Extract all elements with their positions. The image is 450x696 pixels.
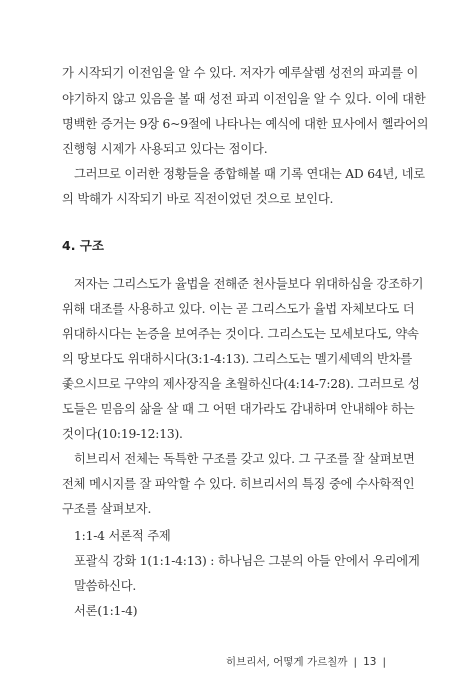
body-text-line: 위대하시다는 논증을 보여주는 것이다. 그리스도는 모세보다도, 약속 [62, 327, 419, 341]
footer-divider: | [382, 656, 386, 668]
body-text-line: 그러므로 이러한 정황들을 종합해볼 때 기록 연대는 AD 64년, 네로 [74, 167, 425, 181]
outline-item: 서론(1:1-4) [74, 604, 138, 618]
outline-item-continuation: 말씀하신다. [74, 579, 137, 593]
body-text-line: 것이다(10:19-12:13). [62, 427, 183, 441]
body-text-line: 히브리서 전체는 독특한 구조를 갖고 있다. 그 구조를 잘 살펴보면 [74, 452, 415, 466]
section-heading: 4. 구조 [62, 238, 104, 253]
body-text-line: 명백한 증거는 9장 6~9절에 나타나는 예식에 대한 묘사에서 헬라어의 [62, 117, 429, 131]
body-text-line: 의 박해가 시작되기 바로 직전이었던 것으로 보인다. [62, 192, 334, 206]
outline-item: 1:1-4 서론적 주제 [74, 529, 171, 543]
footer-book-title: 히브리서, 어떻게 가르칠까 [225, 656, 348, 668]
body-text-line: 진행형 시제가 사용되고 있다는 점이다. [62, 142, 268, 156]
body-text-line: 야기하지 않고 있음을 볼 때 성전 파괴 이전임을 알 수 있다. 이에 대한 [62, 92, 426, 106]
body-text-line: 저자는 그리스도가 율법을 전해준 천사들보다 위대하심을 강조하기 [74, 277, 424, 291]
body-text-line: 구조를 살펴보자. [62, 502, 152, 516]
body-text-line: 좇으시므로 구약의 제사장직을 초월하신다(4:14-7:28). 그러므로 성 [62, 377, 420, 391]
running-footer [0, 654, 392, 669]
body-text-line: 위해 대조를 사용하고 있다. 이는 곧 그리스도가 율법 자체보다도 더 [62, 302, 415, 316]
body-text-line: 전체 메시지를 잘 파악할 수 있다. 히브리서의 특징 중에 수사학적인 [62, 477, 415, 491]
page-number: 13 [363, 656, 377, 668]
body-text-line: 의 땅보다도 위대하시다(3:1-4:13). 그리스도는 멜기세덱의 반차를 [62, 352, 413, 366]
footer-divider: | [353, 656, 358, 668]
outline-item: 포괄식 강화 1(1:1-4:13) : 하나님은 그분의 아들 안에서 우리에게 [74, 554, 420, 568]
body-text-line: 도들은 믿음의 삶을 살 때 그 어떤 대가라도 감내하며 안내해야 하는 [62, 402, 415, 416]
body-text-line: 가 시작되기 이전임을 알 수 있다. 저자가 예루살렘 성전의 파괴를 이 [62, 66, 419, 80]
